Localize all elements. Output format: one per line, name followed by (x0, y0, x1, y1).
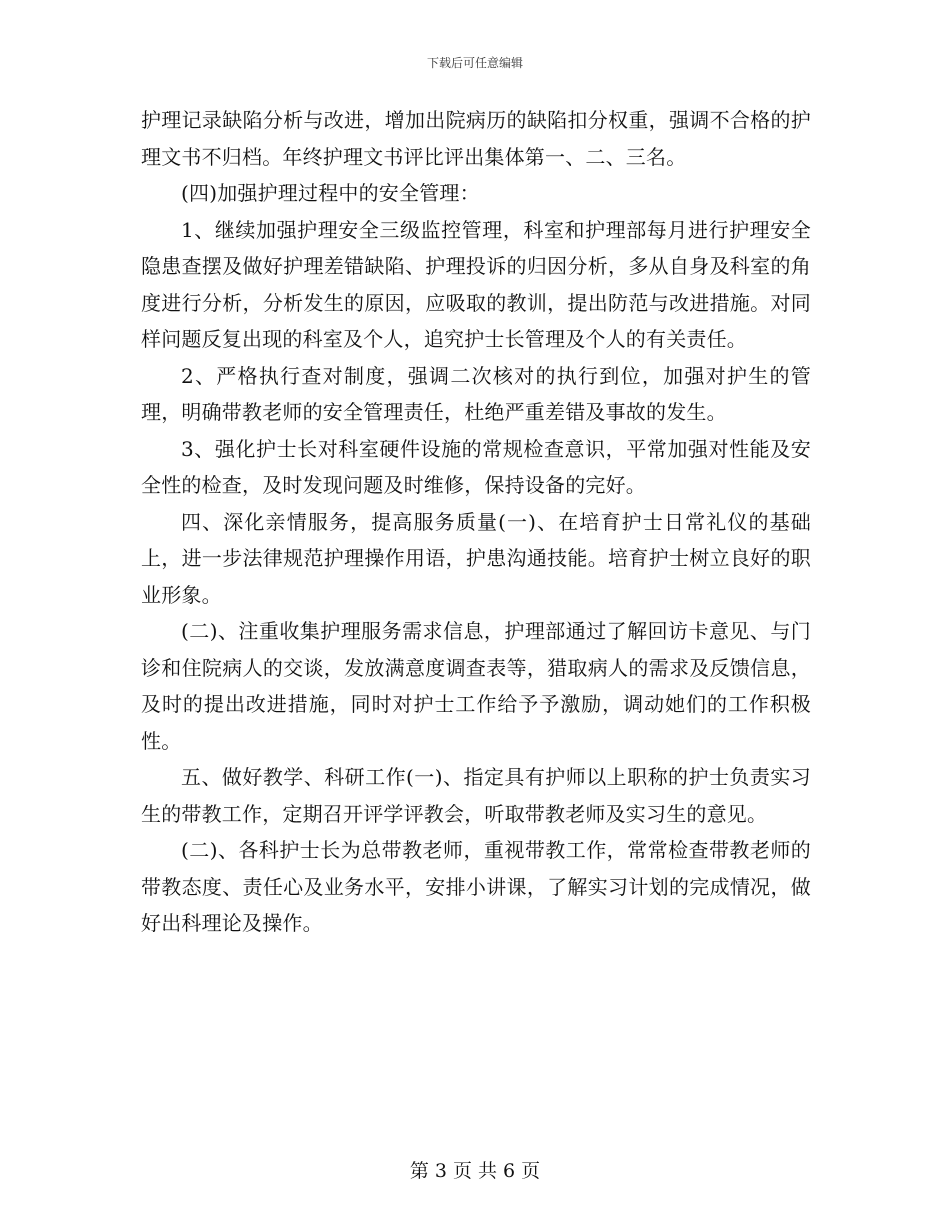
document-body (141, 102, 811, 942)
paragraph: (二)、注重收集护理服务需求信息，护理部通过了解回访卡意见、与门诊和住院病人的交谈，发放满意度调查表等，猎取病人的需求及反馈信息，及时的提出改进措施，同时对护士工作给予予激励，调动她们的工作积极性。 (141, 619, 811, 753)
paragraph: (四)加强护理过程中的安全管理： (181, 181, 480, 205)
page-number: 第 3 页 共 6 页 (409, 1160, 541, 1182)
paragraph: 四、深化亲情服务，提高服务质量(一)、在培育护士日常礼仪的基础上，进一步法律规范护理操作用语，护患沟通技能。培育护士树立良好的职业形象。 (141, 509, 811, 607)
paragraph: 五、做好教学、科研工作(一)、指定具有护师以上职称的护士负责实习生的带教工作，定期召开评学评教会，听取带教老师及实习生的意见。 (141, 765, 811, 826)
paragraph: 2、严格执行查对制度，强调二次核对的执行到位，加强对护生的管理，明确带教老师的安全管理责任，杜绝严重差错及事故的发生。 (141, 363, 811, 424)
paragraph: 护理记录缺陷分析与改进，增加出院病历的缺陷扣分权重，强调不合格的护理文书不归档。年终护理文书评比评出集体第一、二、三名。 (141, 108, 811, 169)
paragraph: (二)、各科护士长为总带教老师，重视带教工作，常常检查带教老师的带教态度、责任心及业务水平，安排小讲课，了解实习计划的完成情况，做好出科理论及操作。 (141, 838, 811, 935)
page-header: 下载后可任意编辑 (426, 56, 523, 70)
paragraph: 1、继续加强护理安全三级监控管理，科室和护理部每月进行护理安全隐患查摆及做好护理差错缺陷、护理投诉的归因分析，多从自身及科室的角度进行分析，分析发生的原因，应吸取的教训，提出防范与改进措施。对同样问题反复出现的科室及个人，追究护士长管理及个人的有关责任。 (141, 217, 811, 351)
paragraph: 3、强化护士长对科室硬件设施的常规检查意识，平常加强对性能及安全性的检查，及时发现问题及时维修，保持设备的完好。 (141, 436, 811, 497)
